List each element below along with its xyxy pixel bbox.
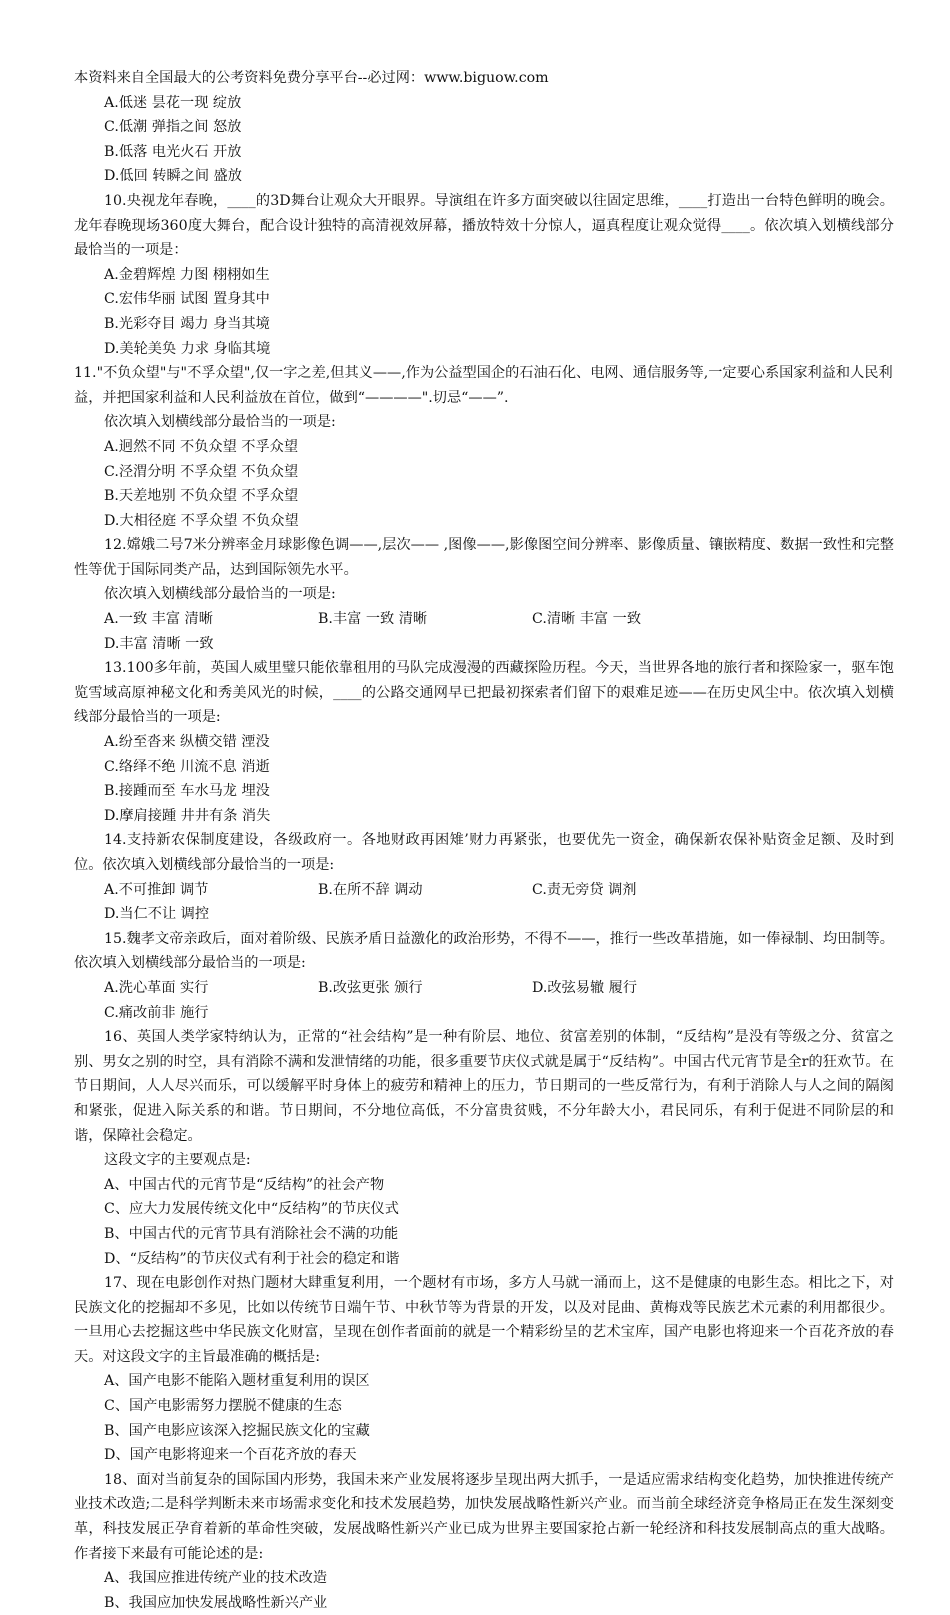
q14-text: 14.支持新农保制度建设，各级政府一。各地财政再困雉’财力再紧张，也要优先一资金，确保新农保补贴资金足额、及时到位。依次填入划横线部分最恰当的一项是: — [74, 832, 894, 873]
q16-option-a: A、中国古代的元宵节是“反结构”的社会产物 — [104, 1176, 385, 1193]
q16-option-b: B、中国古代的元宵节具有消除社会不满的功能 — [104, 1225, 399, 1242]
q17-option-b: B、国产电影应该深入挖掘民族文化的宝藏 — [104, 1422, 370, 1439]
q17-option-a: A、国产电影不能陷入题材重复利用的误区 — [104, 1373, 370, 1390]
q16-prompt: 这段文字的主要观点是: — [104, 1152, 251, 1169]
q14-option-a: A.不可推卸 调节 — [104, 881, 209, 898]
q16-option-d: D、“反结构”的节庆仪式有利于社会的稳定和谐 — [104, 1250, 400, 1267]
q12-option-d: D.丰富 清晰 一致 — [104, 635, 214, 652]
q18-options — [74, 1566, 894, 1615]
q15-option-c: C.痛改前非 施行 — [104, 1004, 209, 1021]
q13-option-b: B.接踵而至 车水马龙 埋没 — [104, 783, 270, 800]
q11-option-b: B.天差地别 不负众望 不孚众望 — [104, 488, 299, 505]
q11-prompt: 依次填入划横线部分最恰当的一项是: — [104, 414, 336, 431]
q9-option-d: D.低回 转瞬之间 盛放 — [104, 168, 242, 185]
q16-text: 16、英国人类学家特纳认为，正常的“社会结构”是一种有阶层、地位、贫富差别的体制，“反结构”是没有等级之分、贫富之别、男女之别的时空，具有消除不满和发泄情绪的功能，很多重要节庆仪式就是属于“反结构”。中国古代元宵节是全r的狂欢节。在节日期间，人人尽兴而乐，可以缓解平时身体上的疲劳和精神上的压力，节日期司的一些反常行为，有利于消除人与人之间的隔阂和紧张，促进入际关系的和谐。节日期间，不分地位高低，不分富贵贫贱，不分年龄大小，君民同乐，有利于促进不同阶层的和谐，保障社会稳定。 — [74, 1029, 894, 1144]
q16-option-c: C、应大力发展传统文化中“反结构”的节庆仪式 — [104, 1201, 399, 1218]
q10-option-d: D.美轮美奂 力求 身临其境 — [104, 340, 271, 357]
q17-option-d: D、国产电影将迎来一个百花齐放的春天 — [104, 1447, 357, 1464]
q15-text: 15.魏孝文帝亲政后，面对着阶级、民族矛盾日益激化的政治形势，不得不——，推行一些改革措施，如一俸禄制、均田制等。依次填入划横线部分最恰当的一项是: — [74, 930, 894, 972]
q9-options — [74, 91, 894, 189]
q13-option-d: D.摩肩接踵 井井有条 消失 — [104, 807, 271, 824]
q14-option-b: B.在所不辞 调动 — [318, 881, 423, 898]
q18-option-b: B、我国应加快发展战略性新兴产业 — [104, 1594, 328, 1611]
q9-option-c: C.低潮 弹指之间 怒放 — [104, 119, 242, 136]
q11-options — [74, 435, 894, 533]
q10-option-a: A.金碧辉煌 力图 栩栩如生 — [104, 266, 270, 283]
q14-option-c: C.责无旁贷 调剂 — [532, 881, 637, 898]
q13-option-a: A.纷至沓来 纵横交错 湮没 — [104, 734, 270, 751]
q11-option-c: C.泾渭分明 不孚众望 不负众望 — [104, 463, 299, 480]
q14-options — [74, 878, 894, 927]
q13-options — [74, 730, 894, 828]
q12-option-c: C.清晰 丰富 一致 — [532, 611, 642, 628]
q15-options — [74, 976, 894, 1025]
q17-option-c: C、国产电影需努力摆脱不健康的生态 — [104, 1398, 342, 1415]
q18-text: 18、面对当前复杂的国际国内形势，我国未来产业发展将逐步呈现出两大抓手，一是适应需求结构变化趋势，加快推进传统产业技术改造;二是科学判断未来市场需求变化和技术发展趋势，加快发展战略性新兴产业。而当前全球经济竞争格局正在发生深刻变革，科技发展正孕育着新的革命性突破，发展战略性新兴产业已成为世界主要国家抢占新一轮经济和科技发展制高点的重大战略。作者接下来最有可能论述的是: — [74, 1471, 894, 1562]
q11-text: 11."不负众望"与"不孚众望",仅一字之差,但其义——,作为公益型国企的石油石化、电网、通信服务等,一定要心系国家利益和人民利益，并把国家利益和人民利益放在首位，做到“————".切忌“——”. — [74, 365, 893, 406]
q11-option-d: D.大相径庭 不孚众望 不负众望 — [104, 512, 299, 529]
q10-option-c: C.宏伟华丽 试图 置身其中 — [104, 291, 270, 308]
q17-text: 17、现在电影创作对热门题材大肆重复利用，一个题材有市场，多方人马就一涌而上，这不是健康的电影生态。相比之下，对民族文化的挖掘却不多见，比如以传统节日端午节、中秋节等为背景的开发，以及对昆曲、黄梅戏等民族艺术元素的利用都很少。一旦用心去挖掘这些中华民族文化财富，呈现在创作者面前的就是一个精彩纷呈的艺术宝库，国产电影也将迎来一个百花齐放的春天。对这段文字的主旨最准确的概括是: — [74, 1275, 894, 1365]
page-header: 本资料来自全国最大的公考资料免费分享平台--必过网：www.biguow.com — [74, 70, 549, 86]
q13-option-c: C.络绎不绝 川流不息 消逝 — [104, 758, 270, 775]
q10-option-b: B.光彩夺目 竭力 身当其境 — [104, 315, 270, 332]
q15-option-d: D.改弦易辙 履行 — [532, 979, 638, 996]
q14-option-d: D.当仁不让 调控 — [104, 906, 210, 923]
q10-text: 10.央视龙年春晚，____的3D舞台让观众大开眼界。导演组在许多方面突破以往固定思维，____打造出一台特色鲜明的晚会。龙年春晚现场360度大舞台，配合设计独特的高清视效屏幕，播放特效十分惊人，逼真程度让观众觉得____。依次填入划横线部分最恰当的一项是： — [74, 192, 894, 259]
q11-option-a: A.迥然不同 不负众望 不孚众望 — [104, 438, 299, 455]
q9-option-a: A.低迷 昙花一现 绽放 — [104, 94, 242, 111]
q12-prompt: 依次填入划横线部分最恰当的一项是: — [104, 586, 336, 603]
q16-options — [74, 1173, 894, 1271]
q10-options — [74, 263, 894, 361]
q12-option-a: A.一致 丰富 清晰 — [104, 611, 213, 628]
q15-option-a: A.洗心革面 实行 — [104, 979, 209, 996]
q13-text: 13.100多年前，英国人威里璧只能依靠租用的马队完成漫漫的西藏探险历程。今天，当世界各地的旅行者和探险家一，驱车饱览雪域高原神秘文化和秀美风光的时候，____的公路交通网早已把最初探索者们留下的艰难足迹——在历史风尘中。依次填入划横线部分最恰当的一项是: — [74, 660, 894, 726]
q12-option-b: B.丰富 一致 清晰 — [318, 611, 428, 628]
q12-options — [74, 607, 894, 656]
q12-text: 12.嫦娥二号7米分辨率金月球影像色调——,层次—— ,图像——,影像图空间分辨率、影像质量、镶嵌精度、数据一致性和完整性等优于国际同类产品，达到国际领先水平。 — [74, 537, 894, 578]
q15-option-b: B.改弦更张 颁行 — [318, 979, 423, 996]
q17-options — [74, 1369, 894, 1467]
q18-option-a: A、我国应推进传统产业的技术改造 — [104, 1570, 328, 1587]
q9-option-b: B.低落 电光火石 开放 — [104, 143, 242, 160]
